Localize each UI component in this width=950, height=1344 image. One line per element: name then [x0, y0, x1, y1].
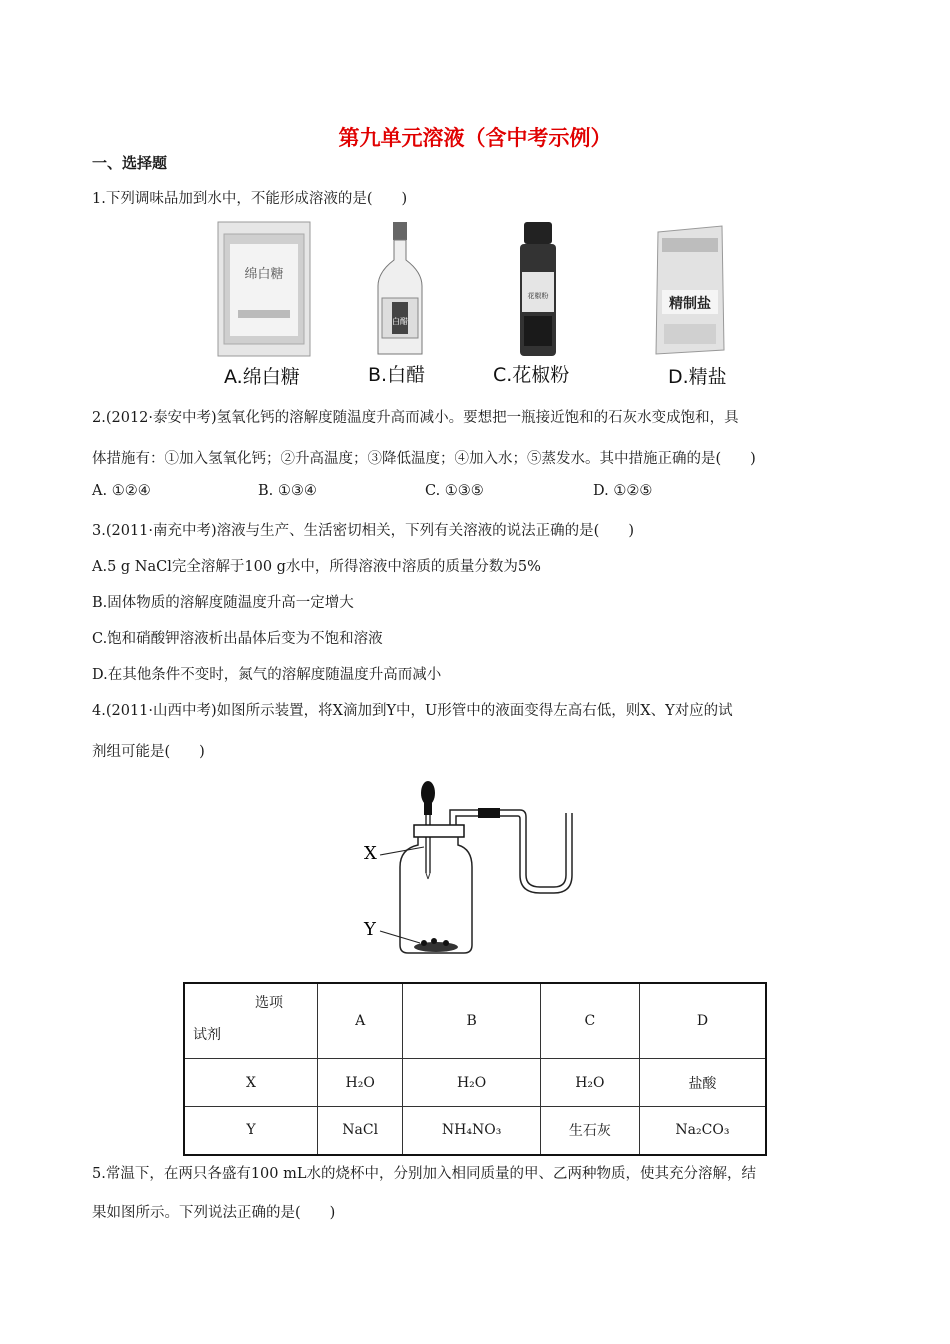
question-3-option-a: A.5 g NaCl完全溶解于100 g水中，所得溶液中溶质的质量分数为5% — [92, 559, 541, 575]
caption-a: A.绵白糖 — [224, 366, 300, 388]
table-cell: 盐酸 — [639, 1059, 766, 1107]
sugar-bag-image — [214, 220, 314, 358]
table-cell: NH₄NO₃ — [403, 1107, 540, 1155]
caption-d: D.精盐 — [668, 366, 727, 388]
question-2-line-2: 体措施有：①加入氢氧化钙；②升高温度；③降低温度；④加入水；⑤蒸发水。其中措施正确的是( ) — [92, 451, 756, 467]
question-3-option-d: D.在其他条件不变时，氮气的溶解度随温度升高而减小 — [92, 667, 442, 683]
vinegar-label: 白醋 — [392, 317, 408, 326]
table-corner-cell — [184, 983, 318, 1059]
table-header-a: A — [318, 983, 403, 1059]
caption-b: B.白醋 — [368, 364, 426, 386]
question-2-option-c: C. ①③⑤ — [425, 483, 484, 499]
question-5-line-1: 5.常温下，在两只各盛有100 mL水的烧杯中，分别加入相同质量的甲、乙两种物质，使其充分溶解，结 — [92, 1166, 756, 1182]
question-2-option-a: A. ①②④ — [92, 483, 151, 499]
table-cell: H₂O — [318, 1059, 403, 1107]
table-corner-top: 选项 — [255, 995, 283, 1011]
table-cell: H₂O — [540, 1059, 639, 1107]
question-2-option-d: D. ①②⑤ — [593, 483, 653, 499]
table-row-label: X — [184, 1059, 318, 1107]
table-header-c: C — [540, 983, 639, 1059]
caption-c: C.花椒粉 — [493, 364, 570, 386]
page-title: 第九单元溶液（含中考示例） — [338, 126, 612, 150]
table-cell: H₂O — [403, 1059, 540, 1107]
table-cell: Na₂CO₃ — [639, 1107, 766, 1155]
sugar-label: 绵白糖 — [244, 267, 284, 282]
label-x: X — [364, 843, 377, 864]
salt-bag-image — [652, 220, 728, 358]
pepper-jar-image — [508, 220, 568, 358]
question-3-option-b: B.固体物质的溶解度随温度升高一定增大 — [92, 595, 354, 611]
question-4-line-1: 4.(2011·山西中考)如图所示装置，将X滴加到Y中，U形管中的液面变得左高右低，则X、Y对应的试 — [92, 703, 733, 719]
vinegar-bottle-image — [370, 220, 430, 358]
question-1-text: 1.下列调味品加到水中，不能形成溶液的是( ) — [92, 191, 408, 207]
apparatus-diagram — [360, 775, 590, 960]
table-header-b: B — [403, 983, 540, 1059]
table-cell: NaCl — [318, 1107, 403, 1155]
question-5-line-2: 果如图所示。下列说法正确的是( ) — [92, 1205, 336, 1221]
table-row — [184, 1107, 766, 1155]
table-cell: 生石灰 — [540, 1107, 639, 1155]
table-corner-bottom: 试剂 — [193, 1027, 221, 1043]
question-4-line-2: 剂组可能是( ) — [92, 744, 205, 760]
table-row-label: Y — [184, 1107, 318, 1155]
question-3-option-c: C.饱和硝酸钾溶液析出晶体后变为不饱和溶液 — [92, 631, 383, 647]
label-y: Y — [364, 919, 376, 940]
question-3-text: 3.(2011·南充中考)溶液与生产、生活密切相关，下列有关溶液的说法正确的是( ) — [92, 523, 634, 539]
reagent-table — [183, 982, 767, 1156]
table-row — [184, 1059, 766, 1107]
question-1-images — [200, 220, 760, 390]
question-2-option-b: B. ①③④ — [258, 483, 317, 499]
question-2-line-1: 2.(2012·泰安中考)氢氧化钙的溶解度随温度升高而减小。要想把一瓶接近饱和的石灰水变成饱和，具 — [92, 410, 739, 426]
section-heading: 一、选择题 — [92, 154, 168, 172]
table-header-d: D — [639, 983, 766, 1059]
pepper-label: 花椒粉 — [527, 292, 549, 300]
salt-label: 精制盐 — [669, 296, 711, 312]
